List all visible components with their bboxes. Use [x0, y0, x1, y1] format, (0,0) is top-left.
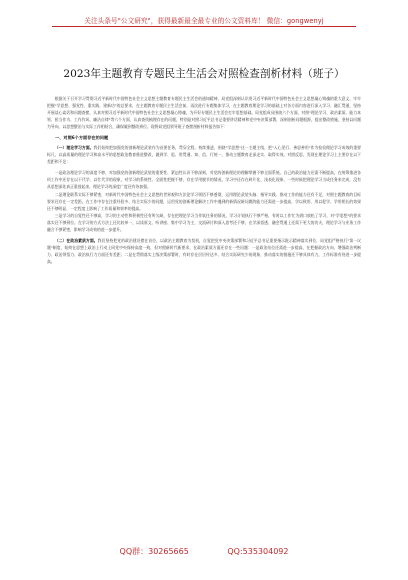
header-divider	[52, 26, 356, 27]
body-paragraph-2: 一是政治理论学习的深度不够，对加强党的创新理论武装的重要性、紧迫性认识不够深刻、对党的创新理论的理解掌握不够全面系统。自己的政治能力还需不断提高，在统筹推进各项工作中还存在以干代学、以忙代学的现象，对学习的系统性、全面性把握不够，存在学用脱节的情况，学习中还存在碎片化、浅表化现象，一些时候把理论学习当成任务来完成，没有从思想深处真正重视起来，理论学习的深度广度还有待加强。	[47, 170, 361, 190]
promo-header-text[interactable]: 关注头条号"公文研究"，获得最新最全最专业的公文资料库！ 微信：gongwenyj	[84, 17, 324, 25]
body-paragraph-4: 三是学习的自觉性还不够高，学习的主动性和积极性还有所欠缺，存在把理论学习当作软任务的情况，学习计划执行不够严格，有时以工作忙为借口放松了学习，对"学思想"的要求落实还不够到位。在学习的方式方法上还比较单一，以读原文、听讲座、集中学习为主，交流研讨和深入思考还不够，在学深悟透、融会贯通上还需下更大的功夫，理论学习与业务工作融合不够紧密，影响学习成效的进一步提升。	[47, 212, 361, 232]
intro-paragraph: 根据关于召开学习贯彻习近平新时代中国特色社会主义思想主题教育专题民主生活会的通知精神，局党组深刻认识用习近平新时代中国特色社会主义思想凝心铸魂的重大意义，牢牢把握"学思想、强党性、重实践、建新功"的总要求，在主题教育专题民主生活会前，再次进行专题集体学习，在主题教育理论学习的基础上对各方面内容进行深入学习、融汇贯通，坚持开展谈心谈话和问题查摆，认真对照习近平新时代中国特色社会主义思想凝心铸魂，为开好专题民主生活会打牢思想基础。局党组成员围绕六个方面，对照"理论学习、政治素质、能力本领、担当作为、工作作风、廉洁自律"等六个方面，认真查找梳理存在的问题，特别是对照习近平总书记重要讲话精神和党中央决策部署，深刻剖析问题根源，提出整改措施，坚持以问题为导向，以思想整治与实际工作相结合，确保做到整改到位。现将局党组领导班子查摆剖析材料报告如下：	[47, 96, 361, 130]
qq-group-text: QQ群：30265665	[119, 547, 189, 556]
subsection-1-body: 我们始终把加强党的创新理论武装作为首要任务，贯穿全程、持续推进，围绕"学思想"这一主题主线，把"入心见行、善思善用"作为检验理论学习成效的重要标尺，以高质量的理论学习和高水平的思想政治教育推进整改，做到学、思、用贯通、知、信、行统一，推动主题教育走深走实、取得实效。对照反思，发现在理论学习上主要存在以下差距和不足：	[47, 145, 361, 165]
subsection-2-heading: （二）在政治素质方面。	[54, 237, 98, 243]
subsection-2-paragraph	[47, 237, 361, 265]
subsection-1-paragraph	[47, 144, 361, 165]
body-paragraph-3: 二是理论联系实际不够紧密，对新时代中国特色社会主义思想的世界观和方法论学习领悟不够透彻，运用理论武装头脑、指导实践、推动工作的能力还有不足，对照主题教育的目标要求还存在一定差距。在工作中存在注重经验多、结合实际少的问题，运用党的创新理论解决工作中遇到的新情况新问题的能力还需进一步提高，学以致用、用以促学、学用相长的效果还不够明显，一定程度上影响了工作质量和效率的提高。	[47, 191, 361, 211]
subsection-1-heading: （一）理论学习方面。	[54, 145, 94, 151]
subsection-2-body: 我们坚持把党的政治建设摆在首位，以政治主题教育为契机，自觉把党中央决策部署和习近平总书记重要指示批示精神落实到位，局党组严格执行"第一议题"制度，始终在思想上政治上行动上同党中央保持高度一致，但对照新时代新要求，在政治素质方面还存在一些问题：一是政治站位还需进一步提高，在把握政治方向、增强政治判断力、政治领悟力、政治执行力方面还有差距；二是在贯彻落实上级决策部署时，有时存在层层传达多、结合实际研究少的现象，推动落实的措施还不够具体有力，工作标准有待进一步提高。	[47, 237, 361, 264]
document-title: 2023年主题教育专题民主生活会对照检查剖析材料（班子）	[63, 68, 345, 80]
section-heading: 一、对照6个方面存在的问题	[55, 135, 109, 141]
promo-header	[0, 8, 408, 27]
document-body	[47, 95, 361, 265]
qq-number-text: QQ:535304092	[227, 547, 289, 556]
contact-footer	[0, 546, 408, 557]
